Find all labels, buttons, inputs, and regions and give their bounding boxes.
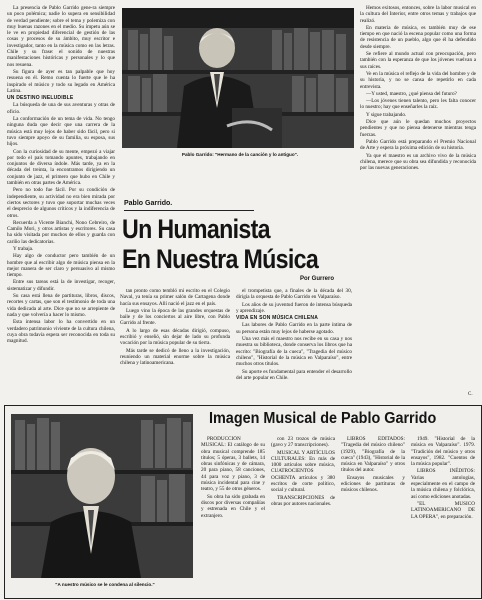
- headline-line-2: En Nuestra Música: [122, 244, 319, 274]
- paragraph: Se refiere al mundo actual con preocupación, pero también con la esperanza de que los jóvenes vuelvan a sus raíces.: [360, 51, 476, 70]
- paragraph: LIBROS EDITADOS: "Tragedia del músico chileno" (1929), "Biografía de la cueca" (1943), "Historial de la música en Valparaíso" y otros títulos del autor.: [341, 436, 405, 474]
- paragraph: Hemos exitosos, entonces, sobre la labor musical en la cultura del Interior, entre otros temas y trabajos que realizó.: [360, 5, 476, 24]
- portrait-photo-icon: [11, 414, 193, 578]
- article-photo: [122, 8, 354, 148]
- paragraph: Esta intensa labor lo ha convertido en un verdadero patrimonio viviente de la cultura chilena, cuya obra todavía espera ser reconocida en toda su magnitud.: [7, 319, 115, 345]
- paragraph: el trompetista que, a finales de la década del 30, dirigía la orquesta de Pablo Garrido en Valparaíso.: [236, 288, 352, 301]
- bottom-column-3: [341, 436, 405, 592]
- paragraph: Ensayos musicales y ediciones de partituras de músicos chilenos.: [341, 474, 405, 494]
- portrait-photo-icon: [122, 8, 354, 148]
- paragraph: Los años de su juventud fueron de intensa búsqueda y aprendizaje.: [236, 301, 352, 314]
- paragraph: PRODUCCIÓN MUSICAL: El catálogo de su obra musical comprende 185 títulos; 5 óperas, 3 ballets, 14 obras sinfónicas y de cámara, 20 para piano, 58 canciones, 44 para voz y piano, 3 de música incidental para cine y teatro, y 55 de otros géneros.: [201, 436, 265, 493]
- paragraph: 1949. "Historial de la música en Valparaíso". 1979. "Tradición del músico y otros ensayos", 1982. "Cuentos de la música popular".: [411, 436, 475, 468]
- paragraph: —Y usted, maestro, ¿qué piensa del futuro?: [366, 90, 457, 97]
- photo-caption: Pablo Garrido: "Hermano de la canción y lo antiguo".: [181, 152, 299, 157]
- headline-rule: [124, 210, 254, 211]
- paragraph: Luego vino la época de las grandes orquestas de baile y de los conciertos al aire libre, con Pablo Garrido al frente.: [120, 307, 230, 327]
- paragraph: Pablo Garrido está preparando el Premio Nacional de Arte y espera la próxima edición de su historia.: [360, 138, 476, 152]
- paragraph: Dice que aún le quedan muchos proyectos pendientes y que no piensa detenerse mientras tenga fuerzas.: [360, 119, 476, 138]
- article-column-4: [236, 288, 352, 398]
- paragraph: Su obra ha sido grabada en discos por diversas compañías y estrenada en Chile y el extranjero.: [201, 493, 265, 519]
- paragraph: MUSICAL Y ARTÍCULOS CULTURALES: En más de 1000 artículos sobre música, CUATROCIENTOS OCHENTA artículos y 380 escritos de corte político, social y cultural.: [271, 449, 335, 494]
- paragraph: Y sigue trabajando.: [366, 111, 407, 118]
- paragraph: Recuerda a Vicente Bianchi, Nono Cebreiro, de Camilo Mori, y otros artistas y escritores. Su casa ha sido visitada por muchos de ellos y guarda con cariño las dedicatorias.: [7, 219, 115, 245]
- bottom-column-4: [411, 436, 475, 592]
- paragraph: La presencia de Pablo Garrido gene-ra siempre un poco polémica; nadie lo supera en sensibilidad de verdad pendiente; sobre el tema y polemiza con muy buenas razones en el medio. Su ímpetu aún se le ve en propiedad diferencial de gestión de las cosas y procesos de su ámbito, muy escritor e investigador, tanto en la música como en las letras. Chile y su frase: el sonido de nuestras manifestaciones históricas y personales y lo que nos resuena.: [7, 5, 115, 68]
- paragraph: A lo largo de esas décadas dirigió, compuso, escribió y enseñó, sin dejar de lado su profunda vocación por la música popular de su tierra.: [120, 327, 230, 347]
- paragraph: Con la curiosidad de su mente, empezó a viajar por todo el país tomando apuntes, trabajando en conjuntos de diversa índole. Más tarde, ya en la década del treinta, la encontramos dirigiendo un conjunto de jazz, el primero que hubo en Chile y también en otras partes de América.: [7, 148, 115, 187]
- paragraph: La conformación de un tema de vida. No tengo ninguna duda que decir que una carrera de la música está muy lejos de haber sido fácil, pero si tuvo siempre apoyo de su familia, su esposa, sus hijos.: [7, 116, 115, 148]
- paragraph: Hay algo de conductor pero también de un hombre que al escribir algo de música piensa en la mejor manera de ser claro y persuasivo al mismo tiempo.: [7, 253, 115, 279]
- bottom-column-1: [201, 436, 265, 592]
- corner-letter: C.: [468, 392, 473, 397]
- paragraph: tan pronto como tembló mi escrito en el Colegio Naval, ya tenía su primer salón de Cartagena donde hacía sus ensayos. Allí nació el jazz en el país.: [120, 288, 230, 307]
- paragraph: Su casa está llena de partituras, libros, discos, recortes y cartas, que son el testimonio de toda una vida dedicada al arte. Dice que no se arrepiente de nada y que volvería a hacer lo mismo.: [7, 293, 115, 318]
- paragraph: "EL MUSICO LATINOAMERICANO DE LA OPERA", en preparación.: [411, 500, 475, 520]
- section-subhead: VIDA EN SON MÚSICA CHILENA: [236, 315, 319, 322]
- article-column-5: [360, 5, 476, 395]
- paragraph: Ya que el maestro es un archivo vivo de la música chilena, merece que su obra sea difundida y reconocida por las nuevas generaciones.: [360, 152, 476, 172]
- paragraph: Su aporte es fundamental para entender el desarrollo del arte popular en Chile.: [236, 368, 352, 381]
- bottom-photo: [11, 414, 193, 578]
- headline-line-1: Un Humanista: [122, 214, 270, 244]
- bottom-column-2: [271, 436, 335, 592]
- paragraph: Una vez más el maestro nos recibe en su casa y nos muestra su biblioteca, donde conserva los libros que ha escrito: "Biografía de la cueca", "Tragedia del músico chileno", "Historial de la música en Valparaíso", entre muchos otros títulos.: [236, 336, 352, 368]
- byline: Por Gurrero: [300, 276, 335, 282]
- paragraph: Pero no todo fue fácil. Por su condición de independiente, su actividad no era bien mirada por ciertos sectores y tuvo que soportar muchas veces el desprecio de algunos críticos y la indiferencia de otros.: [7, 187, 115, 219]
- bottom-article-box: [4, 405, 482, 599]
- paragraph: En materia de música, es también muy de ese tiempo en que nació la escena popular como una forma de resistencia de un pueblo, algo que él ha defendido desde siempre.: [360, 24, 476, 50]
- paragraph: Y trabaja.: [13, 245, 34, 252]
- bottom-photo-caption: "A nuestro músico se le condena al silencio.": [55, 582, 155, 587]
- paragraph: La búsqueda de una de sus aventuras y otras de oficio.: [7, 102, 115, 115]
- paragraph: Ve en la música el reflejo de la vida del hombre y de su historia, y no se cansa de repetirlo en cada entrevista.: [360, 70, 476, 90]
- bottom-article-title: Imagen Musical de Pablo Garrido: [209, 410, 437, 427]
- paragraph: LIBROS INÉDITOS: Varias antologías, especialmente en el campo de la música chilena y folclórica, así como ediciones anotadas.: [411, 468, 475, 500]
- paragraph: —Los jóvenes tienen talento, pero les falta conocer lo nuestro; hay que enseñarles la raíz.: [360, 98, 476, 111]
- article-column-1: [7, 5, 115, 395]
- paragraph: Su figura de ayer es tan palpable que hoy resuena en él. Remo cuenta lo fuerte que le ha inspirado el músico y todo su legado en América Latina.: [7, 68, 115, 94]
- paragraph: TRANSCRIPCIONES de obras por autores nacionales.: [271, 494, 335, 507]
- section-subhead: UN DESTINO INELUDIBLE: [7, 95, 74, 102]
- kicker: Pablo Garrido.: [124, 200, 173, 207]
- article-column-3: [120, 288, 230, 398]
- paragraph: Las labores de Pablo Garrido en la parte íntima de su persona están muy lejos de haberse agotado.: [236, 322, 352, 335]
- paragraph: con 23 trozos de música (gavo y 27 transcripciones).: [271, 436, 335, 449]
- paragraph: Entre sus tareas está la de investigar, recoger, sistematizar y difundir.: [7, 279, 115, 292]
- paragraph: Más tarde se dedicó de lleno a la investigación, reuniendo un material enorme sobre la música chilena y latinoamericana.: [120, 347, 230, 367]
